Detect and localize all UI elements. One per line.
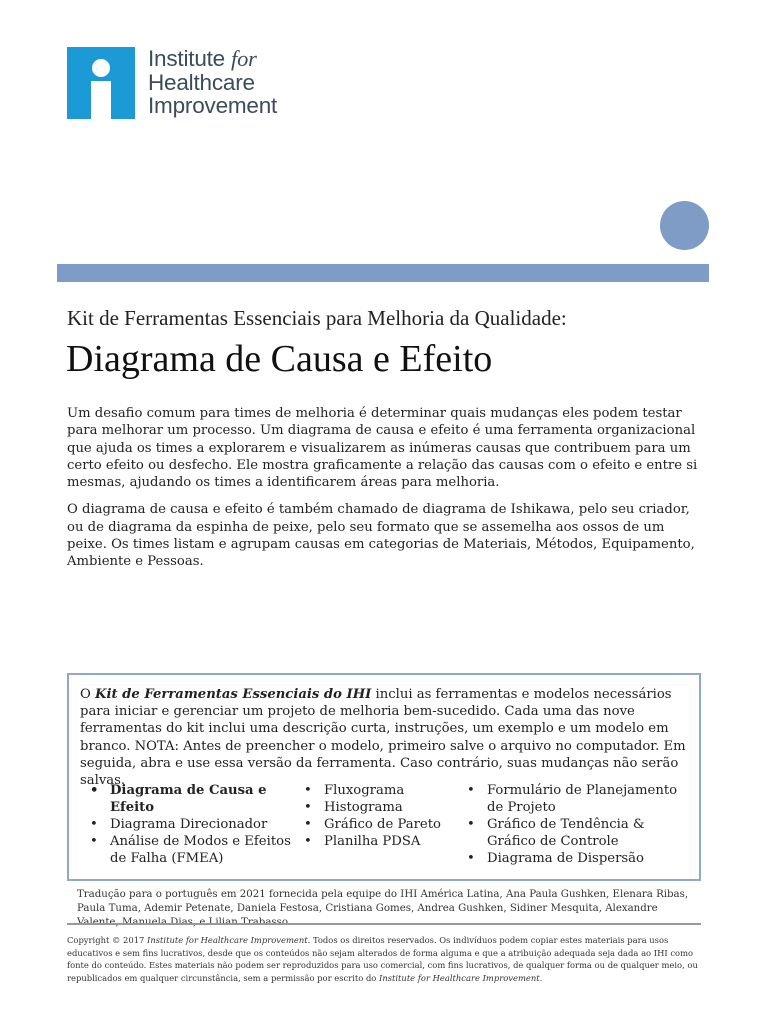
ihi-logo-mark-icon: [67, 47, 135, 119]
decorative-circle: [660, 201, 709, 250]
list-item: • Formulário de Planejamento de Projeto: [467, 782, 687, 816]
toolkit-description-body: inclui as ferramentas e modelos necessários para iniciar e gerenciar um projeto de melhoria bem-sucedido. Cada uma das nove ferramentas do kit inclui uma descrição curta, instruções, um exemplo e um modelo em branco. NOTA: Antes de preencher o modelo, primeiro salve o arquivo no computador. Em seguida, abra e use essa versão da ferramenta. Caso contrário, suas mudanças não serão salvas.: [80, 687, 686, 789]
header-band: [57, 264, 709, 282]
intro-text: [67, 405, 707, 581]
copyright-prefix: Copyright © 2017: [67, 935, 148, 945]
copyright-org-end: Institute for Healthcare Improvement: [379, 972, 540, 983]
translation-credits: Tradução para o português em 2021 fornecida pela equipe do IHI América Latina, Ana Paula Gushken, Elenara Ribas, Paula Tuma, Ademir Petenate, Daniela Festosa, Cristiana Gomes, Andrea Gushken, Sidiner Mesquita, Alexandre: [77, 889, 689, 914]
logo-line1-prefix: Institute: [148, 46, 232, 71]
tool-list-column-3: [467, 782, 687, 867]
copyright-notice: [67, 934, 707, 984]
list-item: • Diagrama Direcionador: [90, 816, 300, 833]
intro-paragraph-1: Um desafio comum para times de melhoria é determinar quais mudanças eles podem testar para melhorar um processo. Um diagrama de causa e efeito é uma ferramenta organizacional que ajuda os times a explorarem e visualizarem as inúmeras causas que contribuem para um certo efeito ou desfecho. Ele mostra graficamente a relação das causas com o efeito e entre si mesmas, ajudando os times a identificarem áreas para melhoria.: [67, 406, 698, 491]
tool-list-column-1: [90, 782, 300, 867]
toolkit-lead: O: [80, 687, 96, 702]
logo-line3: Improvement: [148, 93, 278, 118]
list-item: • Diagrama de Causa e Efeito: [90, 782, 300, 816]
tool-list-column-2: [304, 782, 454, 850]
copyright-suffix: .: [539, 972, 543, 983]
list-item: • Análise de Modos e Efeitos de Falha (FMEA): [90, 833, 300, 867]
toolkit-kit-name: Kit de Ferramentas Essenciais do IHI: [95, 687, 372, 702]
ihi-logo: [67, 47, 297, 122]
ihi-logo-wordmark: [148, 47, 277, 118]
copyright-body: . Todos os direitos reservados. Os indivíduos podem copiar estes materiais para usos educativos e sem fins lucrativos, desde que os conteúdos não sejam alterados de forma alguma e que a atribuição adequada seja dada ao IHI como fonte do conteúdo. Estes materiais não podem ser reproduzidos para uso comercial, com fins lucrativos, de qualquer forma ou de qualquer meio, ou republicados em qualquer circunstância, sem a permissão por escrito do: [67, 935, 698, 983]
logo-line1-italic: for: [231, 46, 257, 71]
toolkit-description: [80, 686, 692, 789]
page-title: Diagrama de Causa e Efeito: [66, 338, 493, 380]
list-item: • Histograma: [304, 799, 454, 816]
footer-divider: [67, 923, 701, 925]
intro-paragraph-2: O diagrama de causa e efeito é também chamado de diagrama de Ishikawa, pelo seu criador, ou de diagrama da espinha de peixe, pelo seu formato que se assemelha aos ossos de um peixe. Os times listam e agrupam causas em categorias de Materiais, Métodos, Equipamento, Ambiente e Pessoas.: [67, 502, 695, 570]
kit-title: Kit de Ferramentas Essenciais para Melhoria da Qualidade:: [67, 306, 567, 330]
list-item: • Fluxograma: [304, 782, 454, 799]
list-item: • Diagrama de Dispersão: [467, 850, 687, 867]
list-item: • Gráfico de Tendência & Gráfico de Controle: [467, 816, 687, 850]
logo-line2: Healthcare: [148, 69, 255, 95]
toolkit-info-box: [67, 673, 701, 881]
list-item: • Gráfico de Pareto: [304, 816, 454, 833]
list-item: • Planilha PDSA: [304, 833, 454, 850]
copyright-org: Institute for Healthcare Improvement: [147, 935, 308, 945]
